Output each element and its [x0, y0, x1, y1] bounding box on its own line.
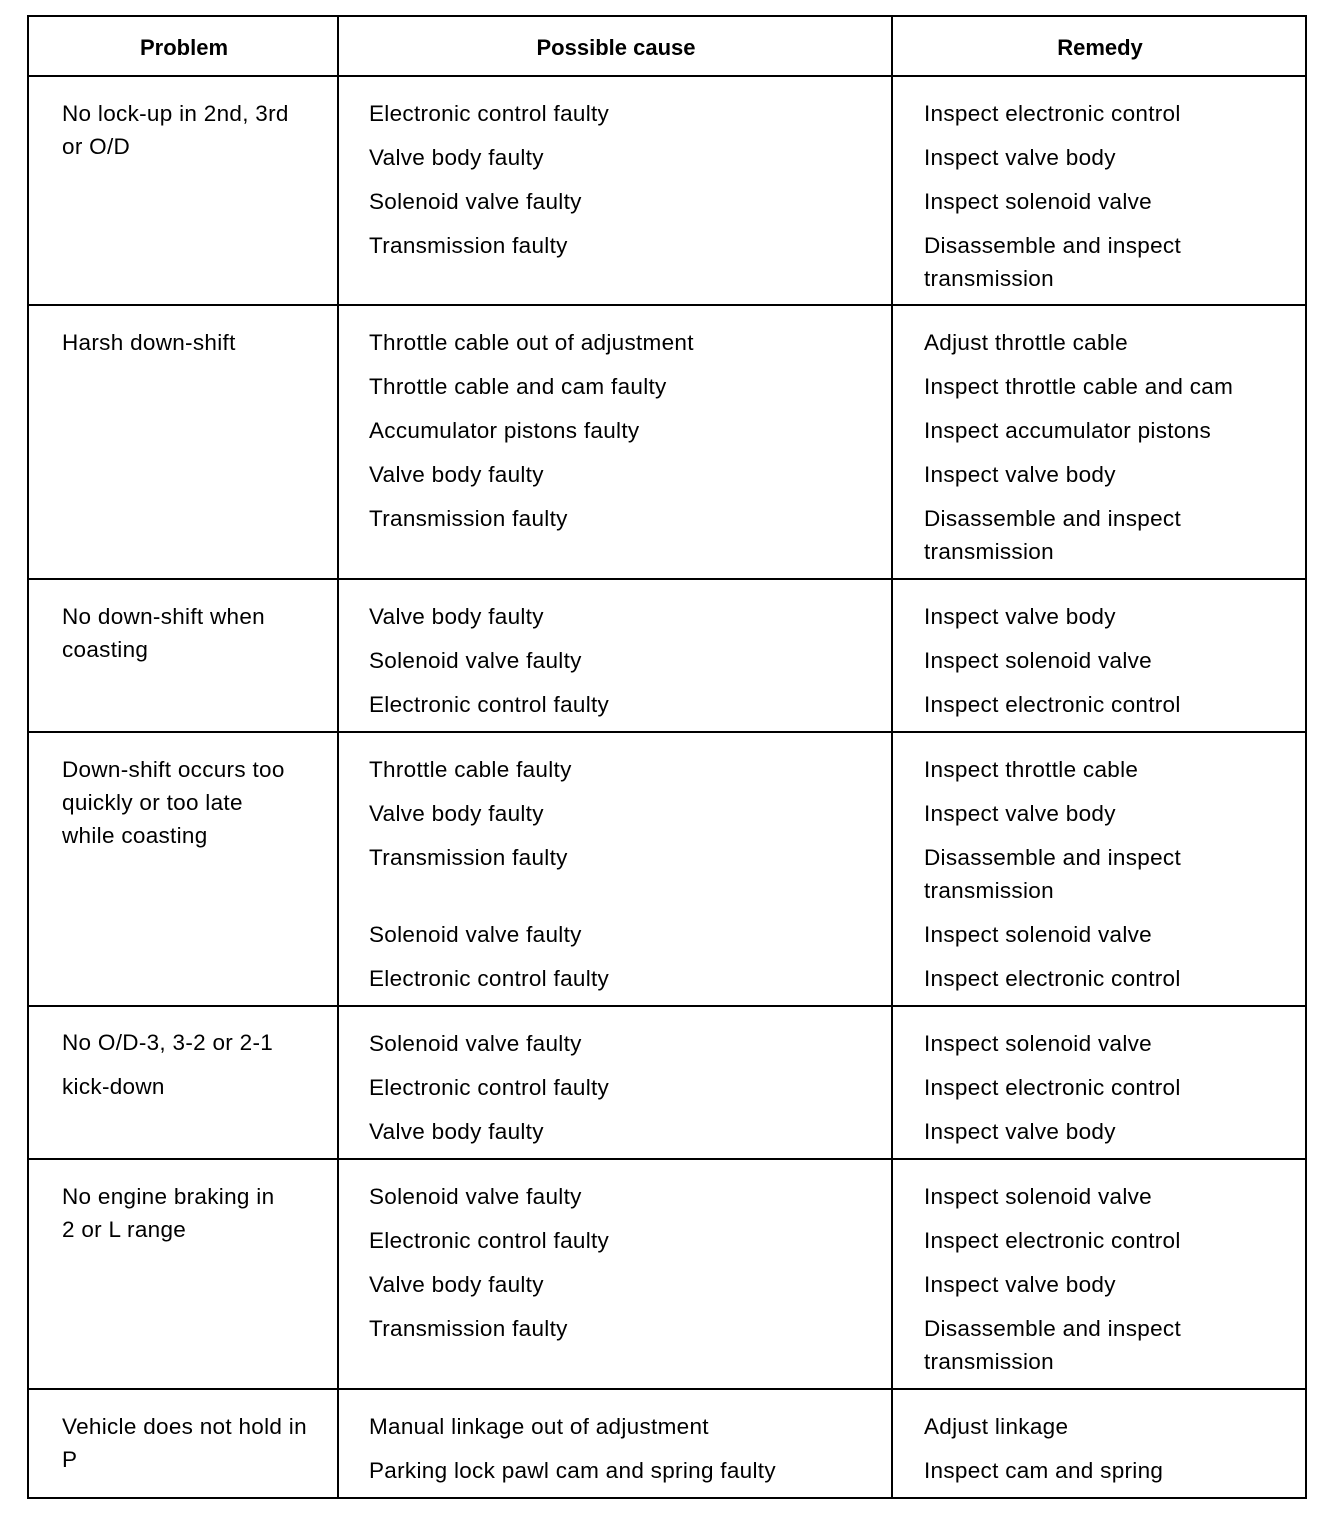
- remedy-item: Disassemble and inspect transmission: [924, 845, 1182, 903]
- table-row: [29, 77, 1305, 306]
- remedy-cell: [893, 1160, 1307, 1388]
- cause-item: Electronic control faulty: [369, 1228, 610, 1253]
- table-row: [29, 733, 1305, 1007]
- problem-text: Harsh down-shift: [62, 330, 236, 355]
- remedy-item: Inspect electronic control: [924, 1228, 1181, 1253]
- cause-item: Parking lock pawl cam and spring faulty: [369, 1458, 776, 1483]
- remedy-cell: [893, 1390, 1307, 1497]
- cause-item: Accumulator pistons faulty: [369, 418, 640, 443]
- remedy-cell: [893, 77, 1307, 304]
- table-row: [29, 580, 1305, 733]
- problem-text: No lock-up in 2nd, 3rd or O/D: [62, 101, 289, 159]
- cause-item: Solenoid valve faulty: [369, 189, 582, 214]
- cause-cell: [339, 77, 893, 304]
- cause-item: Transmission faulty: [369, 506, 568, 531]
- problem-cell: [29, 1007, 339, 1158]
- remedy-item: Inspect valve body: [924, 145, 1116, 170]
- cause-item: Throttle cable and cam faulty: [369, 374, 667, 399]
- remedy-item: Inspect electronic control: [924, 1075, 1181, 1100]
- cause-item: Solenoid valve faulty: [369, 1031, 582, 1056]
- cause-item: Solenoid valve faulty: [369, 1184, 582, 1209]
- problem-text: Down-shift occurs too quickly or too late while coasting: [62, 757, 285, 848]
- problem-cell: [29, 1390, 339, 1497]
- table-row: [29, 1160, 1305, 1390]
- cause-item: Transmission faulty: [369, 845, 568, 870]
- problem-text: No down-shift when coasting: [62, 604, 265, 662]
- cause-item: Manual linkage out of adjustment: [369, 1414, 709, 1439]
- cause-cell: [339, 580, 893, 731]
- remedy-item: Inspect valve body: [924, 462, 1116, 487]
- cause-item: Electronic control faulty: [369, 1075, 610, 1100]
- cause-item: Valve body faulty: [369, 1119, 544, 1144]
- header-possible-cause: Possible cause: [536, 35, 696, 60]
- remedy-item: Inspect valve body: [924, 801, 1116, 826]
- table-row: [29, 306, 1305, 580]
- cause-item: Electronic control faulty: [369, 966, 610, 991]
- remedy-item: Inspect solenoid valve: [924, 1184, 1152, 1209]
- remedy-cell: [893, 580, 1307, 731]
- remedy-item: Inspect accumulator pistons: [924, 418, 1211, 443]
- cause-item: Transmission faulty: [369, 1316, 568, 1341]
- remedy-item: Inspect solenoid valve: [924, 922, 1152, 947]
- problem-cell: [29, 77, 339, 304]
- table-row: [29, 1390, 1305, 1497]
- cause-cell: [339, 306, 893, 578]
- problem-cell: [29, 306, 339, 578]
- cause-cell: [339, 1390, 893, 1497]
- remedy-item: Inspect solenoid valve: [924, 1031, 1152, 1056]
- remedy-item: Inspect electronic control: [924, 101, 1181, 126]
- cause-item: Valve body faulty: [369, 801, 544, 826]
- cause-cell: [339, 733, 893, 1005]
- remedy-item: Adjust linkage: [924, 1414, 1069, 1439]
- problem-text: No engine braking in 2 or L range: [62, 1184, 275, 1242]
- cause-cell: [339, 1007, 893, 1158]
- remedy-item: Inspect solenoid valve: [924, 648, 1152, 673]
- cause-item: Valve body faulty: [369, 604, 544, 629]
- remedy-item: Inspect throttle cable and cam: [924, 374, 1234, 399]
- remedy-item: Inspect valve body: [924, 1272, 1116, 1297]
- problem-text: No O/D-3, 3-2 or 2-1 kick-down: [62, 1030, 274, 1099]
- cause-item: Throttle cable faulty: [369, 757, 572, 782]
- remedy-item: Inspect valve body: [924, 604, 1116, 629]
- cause-item: Valve body faulty: [369, 462, 544, 487]
- problem-cell: [29, 733, 339, 1005]
- remedy-item: Inspect cam and spring: [924, 1458, 1164, 1483]
- table-header: [29, 17, 1305, 77]
- cause-item: Valve body faulty: [369, 1272, 544, 1297]
- header-problem: Problem: [139, 35, 229, 60]
- remedy-item: Disassemble and inspect transmission: [924, 506, 1182, 564]
- cause-item: Solenoid valve faulty: [369, 922, 582, 947]
- cause-cell: [339, 1160, 893, 1388]
- remedy-cell: [893, 1007, 1307, 1158]
- problem-cell: [29, 580, 339, 731]
- problem-text: Vehicle does not hold in P: [62, 1414, 307, 1472]
- remedy-item: Adjust throttle cable: [924, 330, 1128, 355]
- remedy-item: Disassemble and inspect transmission: [924, 1316, 1182, 1374]
- remedy-item: Inspect electronic control: [924, 692, 1181, 717]
- header-remedy: Remedy: [1057, 35, 1143, 60]
- remedy-item: Inspect electronic control: [924, 966, 1181, 991]
- cause-item: Solenoid valve faulty: [369, 648, 582, 673]
- cause-item: Throttle cable out of adjustment: [369, 330, 694, 355]
- troubleshooting-table: [27, 15, 1307, 1499]
- cause-item: Electronic control faulty: [369, 692, 610, 717]
- cause-item: Transmission faulty: [369, 233, 568, 258]
- remedy-cell: [893, 306, 1307, 578]
- remedy-item: Disassemble and inspect transmission: [924, 233, 1182, 291]
- remedy-item: Inspect solenoid valve: [924, 189, 1152, 214]
- problem-cell: [29, 1160, 339, 1388]
- remedy-item: Inspect throttle cable: [924, 757, 1139, 782]
- table-row: [29, 1007, 1305, 1160]
- cause-item: Valve body faulty: [369, 145, 544, 170]
- remedy-item: Inspect valve body: [924, 1119, 1116, 1144]
- cause-item: Electronic control faulty: [369, 101, 610, 126]
- remedy-cell: [893, 733, 1307, 1005]
